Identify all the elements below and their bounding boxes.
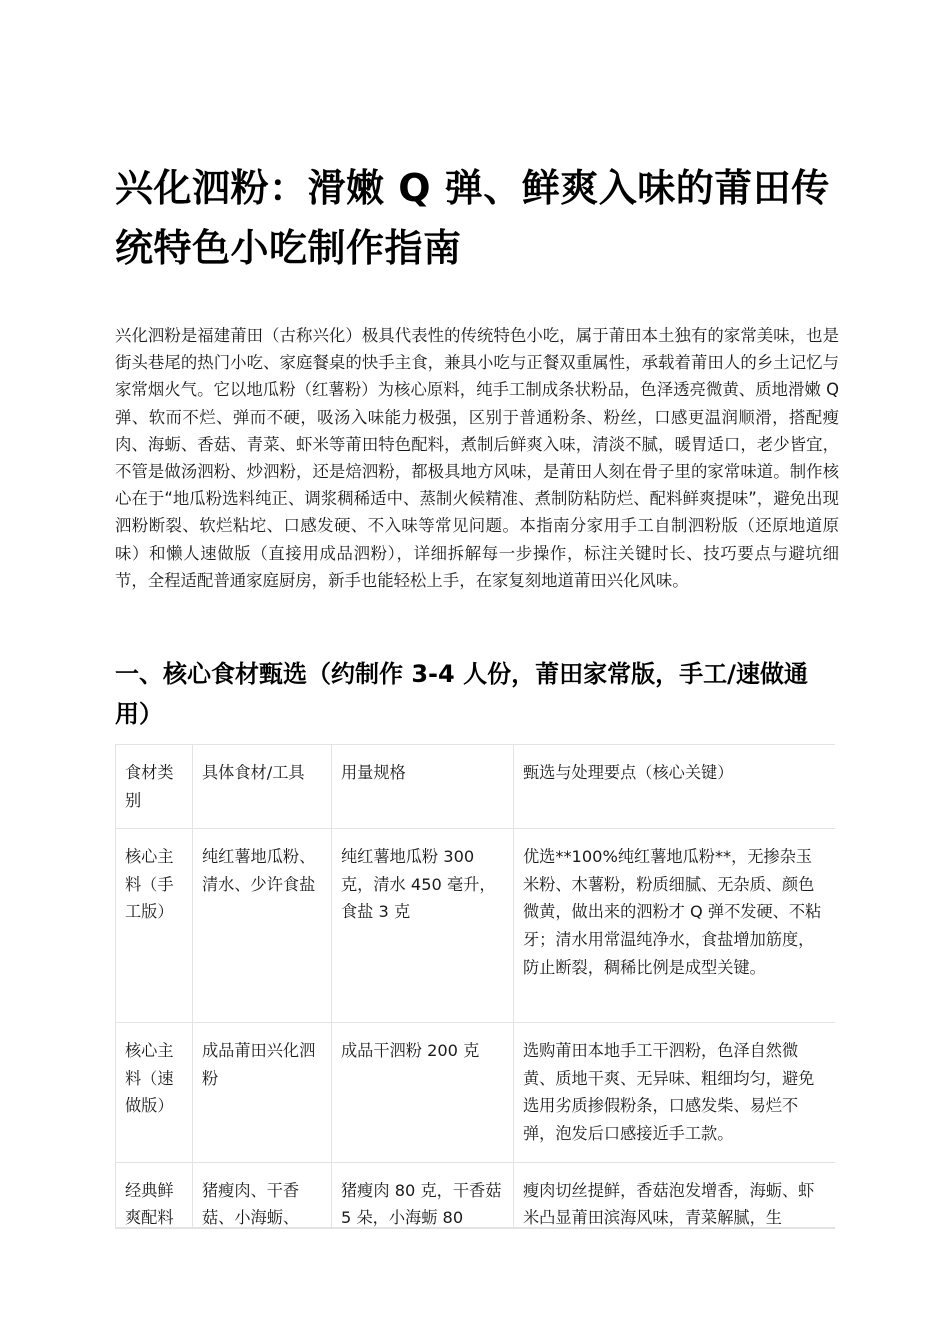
table-header-row [116, 745, 836, 829]
notes-cell: 优选**100%纯红薯地瓜粉**，无掺杂玉米粉、木薯粉，粉质细腻、无杂质、颜色微黄，做出来的泗粉才 Q 弹不发硬、不粘牙；清水用常温纯净水，食盐增加筋度，防止断裂，稠稀比例是成型关键。 [514, 829, 836, 1023]
section-heading-ingredients: 一、核心食材甄选（约制作 3-4 人份，莆田家常版，手工/速做通用） [115, 660, 808, 728]
table-header-cell: 甄选与处理要点（核心关键） [514, 745, 836, 829]
ingredients-cell: 成品莆田兴化泗粉 [193, 1023, 332, 1162]
document-title: 兴化泗粉：滑嫩 Q 弹、鲜爽入味的莆田传统特色小吃制作指南 [115, 166, 830, 270]
amount-cell: 纯红薯地瓜粉 300 克，清水 450 毫升，食盐 3 克 [332, 829, 514, 1023]
table-header-cell: 具体食材/工具 [193, 745, 332, 829]
category-cell: 经典鲜爽配料 [116, 1162, 193, 1229]
ingredients-table-container [115, 744, 835, 1229]
table-header-cell: 用量规格 [332, 745, 514, 829]
table-row [116, 1162, 836, 1229]
table-header-cell: 食材类别 [116, 745, 193, 829]
category-cell: 核心主料（速做版） [116, 1023, 193, 1162]
ingredients-cell: 纯红薯地瓜粉、清水、少许食盐 [193, 829, 332, 1023]
table-row [116, 829, 836, 1023]
amount-cell: 成品干泗粉 200 克 [332, 1023, 514, 1162]
category-cell: 核心主料（手工版） [116, 829, 193, 1023]
ingredients-table [115, 744, 835, 1229]
ingredients-cell: 猪瘦肉、干香菇、小海蛎、 [193, 1162, 332, 1229]
notes-cell: 瘦肉切丝提鲜，香菇泡发增香，海蛎、虾米凸显莆田滨海风味，青菜解腻，生 [514, 1162, 836, 1229]
amount-cell: 猪瘦肉 80 克，干香菇 5 朵，小海蛎 80 [332, 1162, 514, 1229]
table-row [116, 1023, 836, 1162]
notes-cell: 选购莆田本地手工干泗粉，色泽自然微黄、质地干爽、无异味、粗细均匀，避免选用劣质掺假粉条，口感发柴、易烂不弹，泡发后口感接近手工款。 [514, 1023, 836, 1162]
intro-paragraph: 兴化泗粉是福建莆田（古称兴化）极具代表性的传统特色小吃，属于莆田本土独有的家常美味，也是街头巷尾的热门小吃、家庭餐桌的快手主食，兼具小吃与正餐双重属性，承载着莆田人的乡土记忆与家常烟火气。它以地瓜粉（红薯粉）为核心原料，纯手工制成条状粉品，色泽透亮微黄、质地滑嫩 Q 弹、软而不烂、弹而不硬，吸汤入味能力极强，区别于普通粉条、粉丝，口感更温润顺滑，搭配瘦肉、海蛎、香菇、青菜、虾米等莆田特色配料，煮制后鲜爽入味，清淡不腻，暖胃适口，老少皆宜，不管是做汤泗粉、炒泗粉，还是焙泗粉，都极具地方风味，是莆田人刻在骨子里的家常味道。制作核心在于“地瓜粉选料纯正、调浆稠稀适中、蒸制火候精准、煮制防粘防烂、配料鲜爽提味”，避免出现泗粉断裂、软烂粘坨、口感发硬、不入味等常见问题。本指南分家用手工自制泗粉版（还原地道原味）和懒人速做版（直接用成品泗粉），详细拆解每一步操作，标注关键时长、技巧要点与避坑细节，全程适配普通家庭厨房，新手也能轻松上手，在家复刻地道莆田兴化风味。 [115, 326, 839, 590]
